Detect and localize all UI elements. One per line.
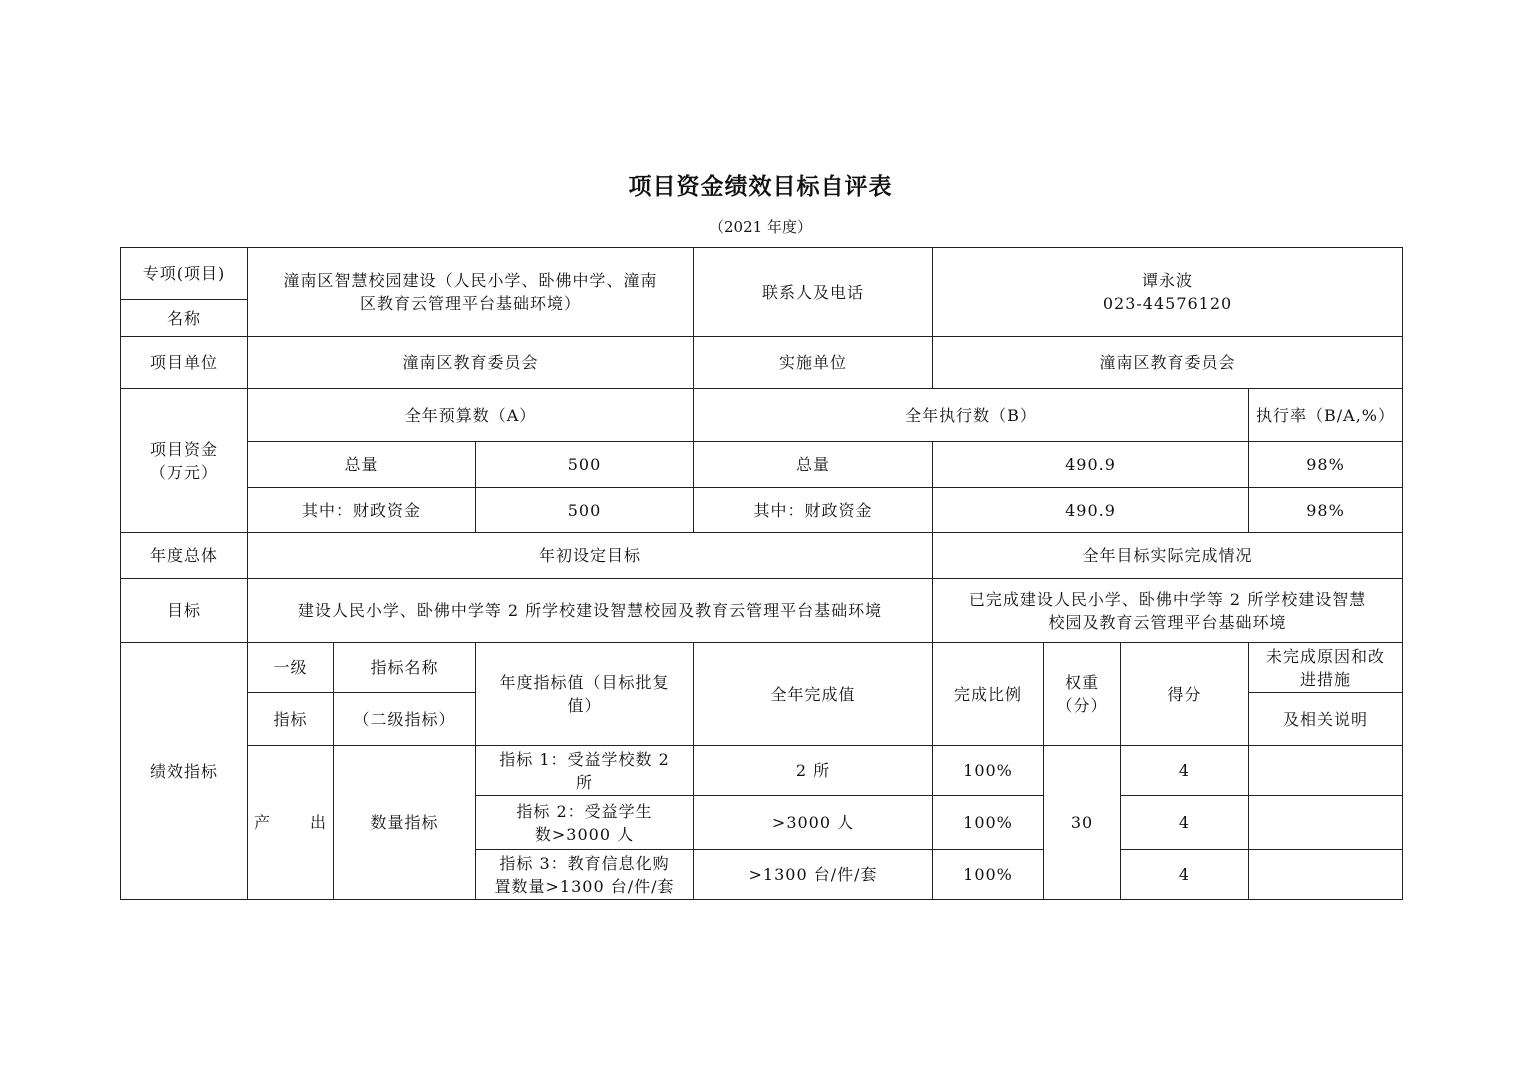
indicator-name-header-b: （二级指标） <box>334 693 476 746</box>
annual-value-header-1: 年度指标值（目标批复 <box>499 673 670 692</box>
ratio-header: 完成比例 <box>933 643 1044 746</box>
form-title: 项目资金绩效目标自评表 <box>628 174 893 200</box>
indicator-1-line-2: 所 <box>576 772 594 792</box>
set-goal-value: 建设人民小学、卧佛中学等 2 所学校建设智慧校园及教育云管理平台基础环境 <box>248 579 933 643</box>
unit-value: 潼南区教育委员会 <box>248 337 694 389</box>
budget-total-label: 总量 <box>248 442 476 488</box>
rate-fiscal-value: 98% <box>1249 488 1403 533</box>
reason-header-top <box>1249 643 1403 693</box>
indicator-3-note <box>1249 850 1403 900</box>
indicator-name-header-a: 指标名称 <box>334 643 476 693</box>
project-name-label-2: 名称 <box>121 300 248 337</box>
indicator-1-line-1: 指标 1：受益学校数 2 <box>499 749 670 769</box>
indicator-2-line-1: 指标 2：受益学生 <box>516 801 653 821</box>
actual-goal-value <box>933 579 1403 643</box>
indicator-3-ratio: 100% <box>933 850 1044 900</box>
unit-label: 项目单位 <box>121 337 248 389</box>
indicator-3-line-1: 指标 3：教育信息化购 <box>499 853 670 873</box>
funds-label-2: （万元） <box>149 462 218 482</box>
indicator-2-done: >3000 人 <box>694 796 933 850</box>
funds-row-fiscal <box>121 488 1403 533</box>
funds-label-1: 项目资金 <box>149 439 218 459</box>
impl-value: 潼南区教育委员会 <box>933 337 1403 389</box>
project-name-label-1: 专项(项目) <box>121 248 248 300</box>
indicator-1-score: 4 <box>1121 746 1249 796</box>
impl-label: 实施单位 <box>694 337 933 389</box>
actual-goal-line-1: 已完成建设人民小学、卧佛中学等 2 所学校建设智慧 <box>968 589 1367 609</box>
budget-fiscal-label: 其中：财政资金 <box>248 488 476 533</box>
exec-fiscal-label: 其中：财政资金 <box>694 488 933 533</box>
table-row <box>121 746 1403 796</box>
contact-label: 联系人及电话 <box>694 248 933 337</box>
project-name-line-1: 潼南区智慧校园建设（人民小学、卧佛中学、潼南 <box>283 271 658 290</box>
project-name-line-2: 区教育云管理平台基础环境） <box>360 294 582 313</box>
annual-value-header-2: 值） <box>567 696 602 715</box>
weight-value: 30 <box>1044 746 1121 900</box>
indicator-2-note <box>1249 796 1403 850</box>
exec-header: 全年执行数（B） <box>694 389 1249 442</box>
set-goal-header: 年初设定目标 <box>248 533 933 579</box>
contact-value <box>933 248 1403 337</box>
exec-fiscal-value: 490.9 <box>933 488 1249 533</box>
done-value-header: 全年完成值 <box>694 643 933 746</box>
level1-header-b: 指标 <box>248 693 334 746</box>
weight-header-2: （分） <box>1056 696 1108 715</box>
actual-goal-line-2: 校园及教育云管理平台基础环境 <box>1048 612 1287 632</box>
funds-label <box>121 389 248 533</box>
rate-header: 执行率（B/A,%） <box>1249 389 1403 442</box>
indicator-2 <box>476 796 694 850</box>
indicator-2-ratio: 100% <box>933 796 1044 850</box>
indicator-1-ratio: 100% <box>933 746 1044 796</box>
form-year: （2021 年度） <box>709 218 812 236</box>
self-evaluation-table <box>120 247 1403 900</box>
exec-total-label: 总量 <box>694 442 933 488</box>
indicator-1-done: 2 所 <box>694 746 933 796</box>
indicator-3-score: 4 <box>1121 850 1249 900</box>
actual-goal-header: 全年目标实际完成情况 <box>933 533 1403 579</box>
contact-name: 谭永波 <box>1142 271 1194 290</box>
budget-total-value: 500 <box>476 442 694 488</box>
indicator-2-line-2: 数>3000 人 <box>534 824 635 844</box>
weight-header <box>1044 643 1121 746</box>
reason-header-bottom: 及相关说明 <box>1249 693 1403 746</box>
output-label: 产 出 <box>248 746 334 900</box>
exec-total-value: 490.9 <box>933 442 1249 488</box>
target-label: 目标 <box>121 579 248 643</box>
indicator-3-done: >1300 台/件/套 <box>694 850 933 900</box>
indicator-1-note <box>1249 746 1403 796</box>
indicator-3-line-2: 置数量>1300 台/件/套 <box>494 876 675 896</box>
budget-fiscal-value: 500 <box>476 488 694 533</box>
rate-total-value: 98% <box>1249 442 1403 488</box>
annual-value-header <box>476 643 694 746</box>
score-header: 得分 <box>1121 643 1249 746</box>
contact-phone: 023-44576120 <box>1102 294 1233 313</box>
overall-label: 年度总体 <box>121 533 248 579</box>
indicator-1 <box>476 746 694 796</box>
weight-header-1: 权重 <box>1065 673 1100 692</box>
indicator-2-score: 4 <box>1121 796 1249 850</box>
performance-label: 绩效指标 <box>121 643 248 900</box>
project-name-value <box>248 248 694 337</box>
quantity-label: 数量指标 <box>334 746 476 900</box>
indicator-3 <box>476 850 694 900</box>
reason-header-2: 进措施 <box>1300 669 1352 689</box>
funds-row-total <box>121 442 1403 488</box>
reason-header-1: 未完成原因和改 <box>1266 646 1386 666</box>
budget-header: 全年预算数（A） <box>248 389 694 442</box>
level1-header-a: 一级 <box>248 643 334 693</box>
